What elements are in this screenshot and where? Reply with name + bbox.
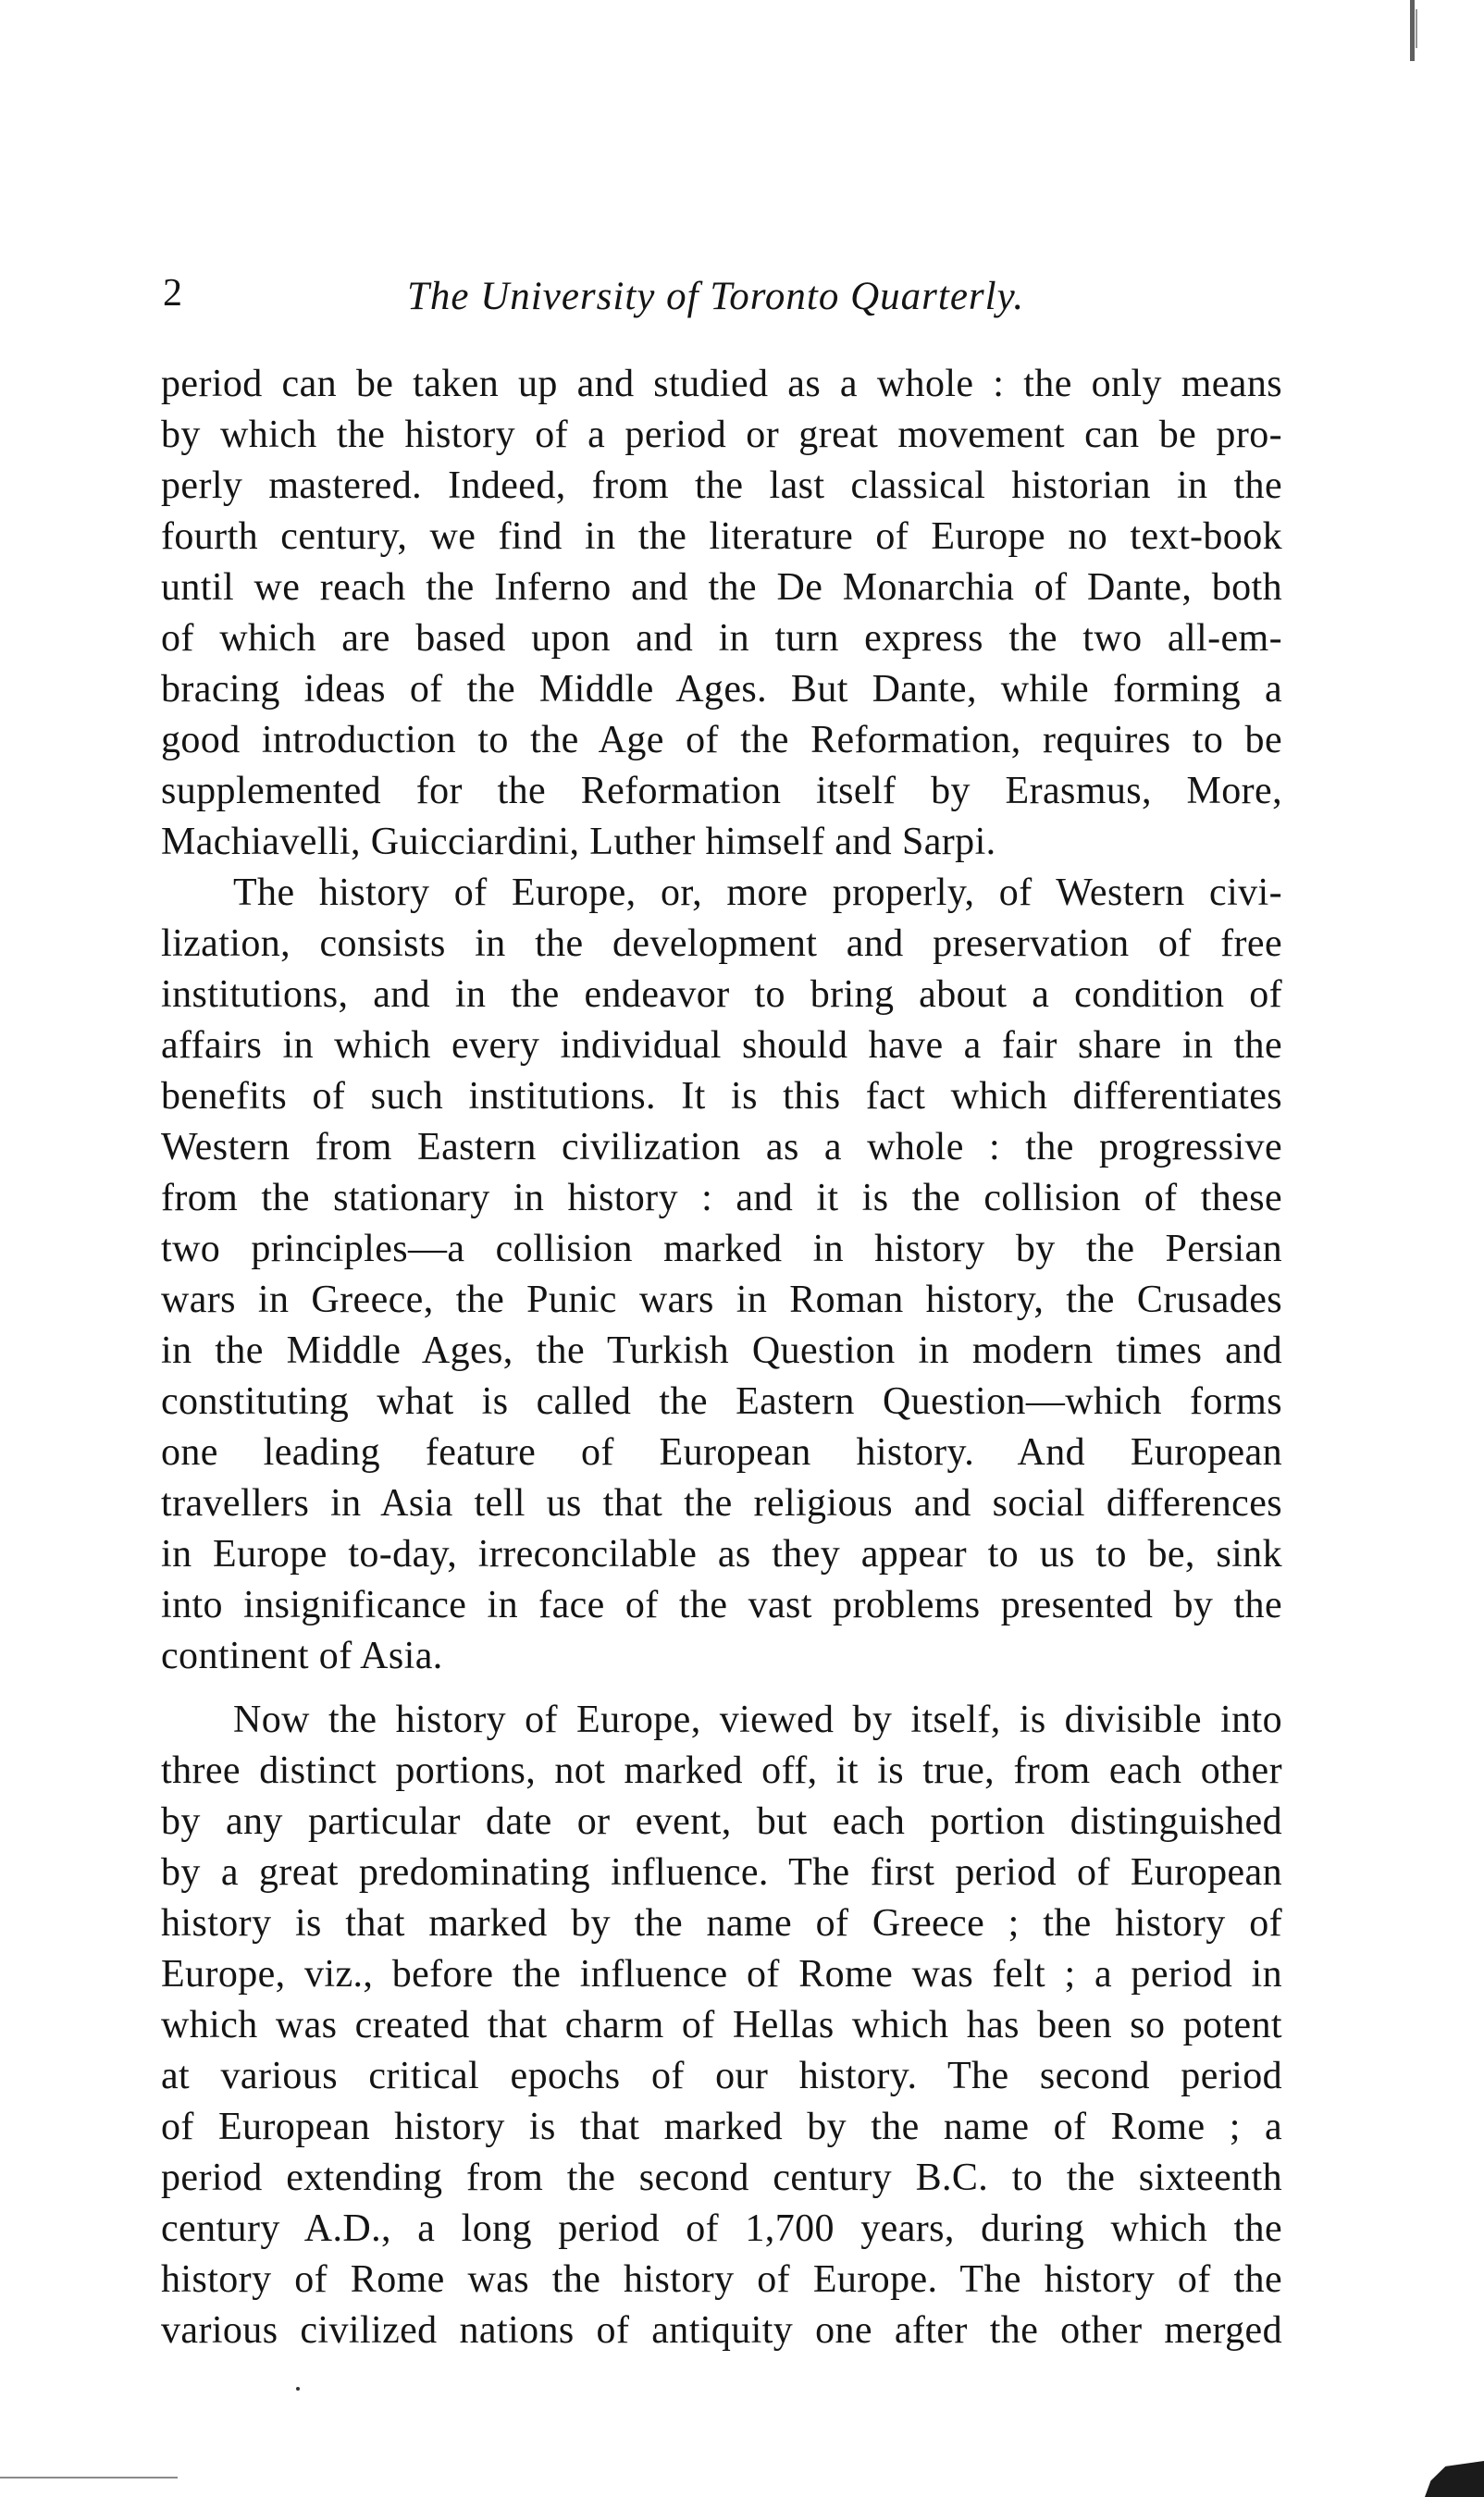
scan-corner-shadow [1425,2461,1484,2497]
text-line: at various critical epochs of our history. The second period [161,2055,1282,2097]
paragraph [161,868,1282,1682]
text-line: in Europe to-day, irreconcilable as they appear to us to be, sink [161,1533,1282,1576]
text-line: two principles—a collision marked in history by the Persian [161,1228,1282,1270]
journal-title: The University of Toronto Quarterly. [407,275,1025,318]
running-head [163,262,1260,327]
text-line: by a great predominating influence. The first period of European [161,1851,1282,1894]
text-line: period can be taken up and studied as a whole : the only means [161,363,1282,405]
text-line: Machiavelli, Guicciardini, Luther himself and Sarpi. [161,821,996,863]
text-line: fourth century, we find in the literature of Europe no text-book [161,515,1282,558]
page-number: 2 [163,272,182,315]
text-line: good introduction to the Age of the Reformation, requires to be [161,719,1282,761]
text-line: institutions, and in the endeavor to bring about a condition of [161,973,1282,1016]
text-line: supplemented for the Reformation itself by Erasmus, More, [161,770,1282,812]
text-line: period extending from the second century B.C. to the sixteenth [161,2157,1282,2199]
binding-edge-mark [1416,9,1417,48]
text-line: history of Rome was the history of Europe. The history of the [161,2258,1282,2301]
paragraph [161,359,1282,868]
text-line: affairs in which every individual should have a fair share in the [161,1024,1282,1067]
text-line: travellers in Asia tell us that the religious and social differences [161,1482,1282,1525]
binding-edge-mark [1410,0,1415,61]
text-line: The history of Europe, or, more properly, of Western civi- [233,871,1282,914]
text-line: Europe, viz., before the influence of Rome was felt ; a period in [161,1953,1282,1996]
text-line: history is that marked by the name of Greece ; the history of [161,1902,1282,1945]
body-text [161,359,1282,2356]
text-line: from the stationary in history : and it is the collision of these [161,1177,1282,1219]
text-line: of European history is that marked by the name of Rome ; a [161,2106,1282,2148]
text-line: perly mastered. Indeed, from the last classical historian in the [161,464,1282,507]
text-line: in the Middle Ages, the Turkish Question in modern times and [161,1329,1282,1372]
scan-edge-line [0,2477,178,2478]
text-line: three distinct portions, not marked off, it is true, from each other [161,1749,1282,1792]
text-line: wars in Greece, the Punic wars in Roman history, the Crusades [161,1279,1282,1321]
text-line: various civilized nations of antiquity one after the other merged [161,2309,1282,2352]
ink-speck [296,2387,300,2391]
text-line: of which are based upon and in turn express the two all-em- [161,617,1282,660]
text-line: Now the history of Europe, viewed by itself, is divisible into [233,1699,1282,1741]
text-line: bracing ideas of the Middle Ages. But Dante, while forming a [161,668,1282,711]
text-line: century A.D., a long period of 1,700 years, during which the [161,2207,1282,2250]
text-line: into insignificance in face of the vast problems presented by the [161,1584,1282,1626]
paragraph [161,1695,1282,2356]
text-line: by which the history of a period or great movement can be pro- [161,414,1282,456]
text-line: lization, consists in the development and preservation of free [161,922,1282,965]
text-line: Western from Eastern civilization as a whole : the progressive [161,1126,1282,1168]
text-line: constituting what is called the Eastern Question—which forms [161,1380,1282,1423]
text-line: which was created that charm of Hellas which has been so potent [161,2004,1282,2046]
text-line: by any particular date or event, but each portion distinguished [161,1800,1282,1843]
text-line: continent of Asia. [161,1635,443,1677]
text-line: until we reach the Inferno and the De Monarchia of Dante, both [161,566,1282,609]
text-line: benefits of such institutions. It is this fact which differentiates [161,1075,1282,1118]
text-line: one leading feature of European history. And European [161,1431,1282,1474]
